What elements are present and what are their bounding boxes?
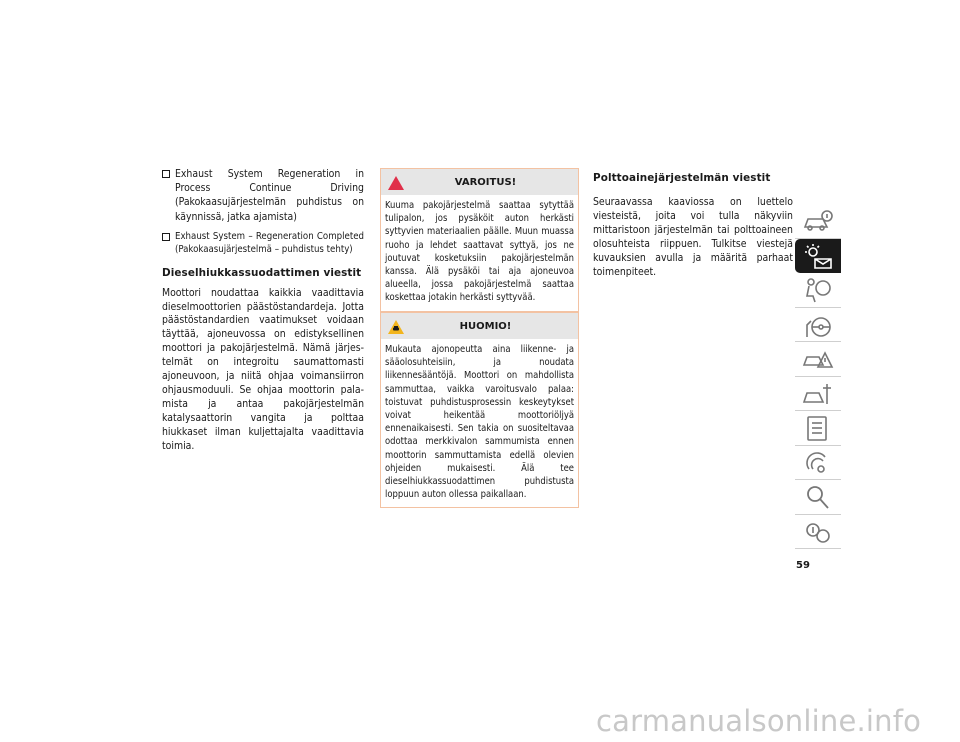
warning-text: Kuuma pakojärjestelmä saattaa sytyttää tulipalon, jos pysäköit auton herkästi syttyvien materiaalien päälle. Muun muassa ruoho ja lehdet saattavat syttyä, jos ne joutuvat kosketuksiin pakojärjestelmän kanssa. Älä pysäköi tai aja ajoneuvoa alueella, jossa pakojärjestelmä saattaa koskettaa jotakin herkästi syttyvää. bbox=[385, 200, 574, 304]
caution-text: Mukauta ajonopeutta aina liikenne- ja sääolosuhteisiin, ja noudata liikennesääntöjä. Moottori on mahdollista sammuttaa, vaikka varoitusvalo palaa: toistuvat puhdistusprosessin keskeytykset voivat heikentää moottoriöljyä ennenaikaisesti. Sen takia on suositeltavaa odottaa merkkivalon sammumista ennen moottorin sammuttamista edellä olevien ohjeiden mukaisesti. Älä tee dieselhiukkassuodattimen puhdistusta loppuun auton ollessa paikallaan. bbox=[385, 344, 574, 501]
warning-lights-icon bbox=[801, 242, 835, 270]
page-number: 59 bbox=[796, 560, 810, 571]
tab-warning-lights[interactable] bbox=[795, 239, 841, 274]
caution-box-header bbox=[381, 313, 578, 339]
car-info-icon bbox=[801, 207, 835, 235]
tab-service[interactable] bbox=[795, 377, 841, 412]
list-item bbox=[162, 167, 364, 224]
warning-box-header bbox=[381, 169, 578, 195]
square-bullet-icon bbox=[162, 170, 170, 178]
specifications-icon bbox=[801, 414, 835, 442]
tab-index[interactable] bbox=[795, 480, 841, 515]
warning-title: VAROITUS! bbox=[454, 177, 517, 188]
tab-multimedia[interactable] bbox=[795, 446, 841, 481]
right-column bbox=[593, 172, 793, 279]
body-paragraph: Moottori noudattaa kaikkia vaadittavia dieselmoottorien päästöstandardeja. Jotta päästöstandardien vaatimukset voidaan täyttää, ajoneuvossa on edistyksellinen moottori ja pakojärjestelmä. Nämä järjestelmät on integroitu saumattomasti ajoneuvoon, ja niitä ohjaa voimansiirron ohjausmoduuli. Se ohjaa moottorin palamista ja antaa pakojärjestelmän katalysaattorin vangita ja polttaa hiukkaset ilman kuljettajalta vaadittavia toimia. bbox=[162, 286, 364, 452]
tab-starting-driving[interactable] bbox=[795, 308, 841, 343]
tab-safety[interactable] bbox=[795, 273, 841, 308]
watermark: carmanualsonline.info bbox=[596, 704, 922, 738]
section-heading: Dieselhiukkassuodattimen viestit bbox=[162, 266, 362, 279]
chapter-tabs bbox=[795, 204, 841, 549]
tab-car-info[interactable] bbox=[795, 204, 841, 239]
airbag-safety-icon bbox=[801, 276, 835, 304]
caution-box bbox=[380, 312, 579, 508]
starting-driving-icon bbox=[801, 311, 835, 339]
bullet-text: Exhaust System – Regeneration Completed (Pakokaasujärjestelmä – puhdistus tehty) bbox=[175, 230, 364, 256]
bullet-text: Exhaust System Regeneration in Process Continue Driving (Pakokaasujärjestelmän puhdistus on käynnissä, jatka ajamista) bbox=[175, 168, 364, 223]
square-bullet-icon bbox=[162, 233, 170, 241]
multimedia-icon bbox=[801, 449, 835, 477]
emergency-icon bbox=[801, 345, 835, 373]
service-maintenance-icon bbox=[801, 380, 835, 408]
tab-languages[interactable] bbox=[795, 515, 841, 550]
tab-emergency[interactable] bbox=[795, 342, 841, 377]
caution-title: HUOMIO! bbox=[459, 321, 512, 332]
tab-specifications[interactable] bbox=[795, 411, 841, 446]
list-item bbox=[162, 230, 364, 257]
body-paragraph: Seuraavassa kaaviossa on luettelo viesteistä, joita voi tulla näkyviin mittaristoon järjestelmän tai polttoaineen olosuhteista riippuen. Tulkitse viestejä kuvauksien avulla ja määritä parhaat toimenpiteet. bbox=[593, 196, 793, 278]
index-search-icon bbox=[801, 483, 835, 511]
left-column bbox=[162, 167, 364, 454]
section-heading: Polttoainejärjestelmän viestit bbox=[593, 172, 771, 184]
languages-icon bbox=[801, 518, 835, 546]
warning-box bbox=[380, 168, 579, 312]
